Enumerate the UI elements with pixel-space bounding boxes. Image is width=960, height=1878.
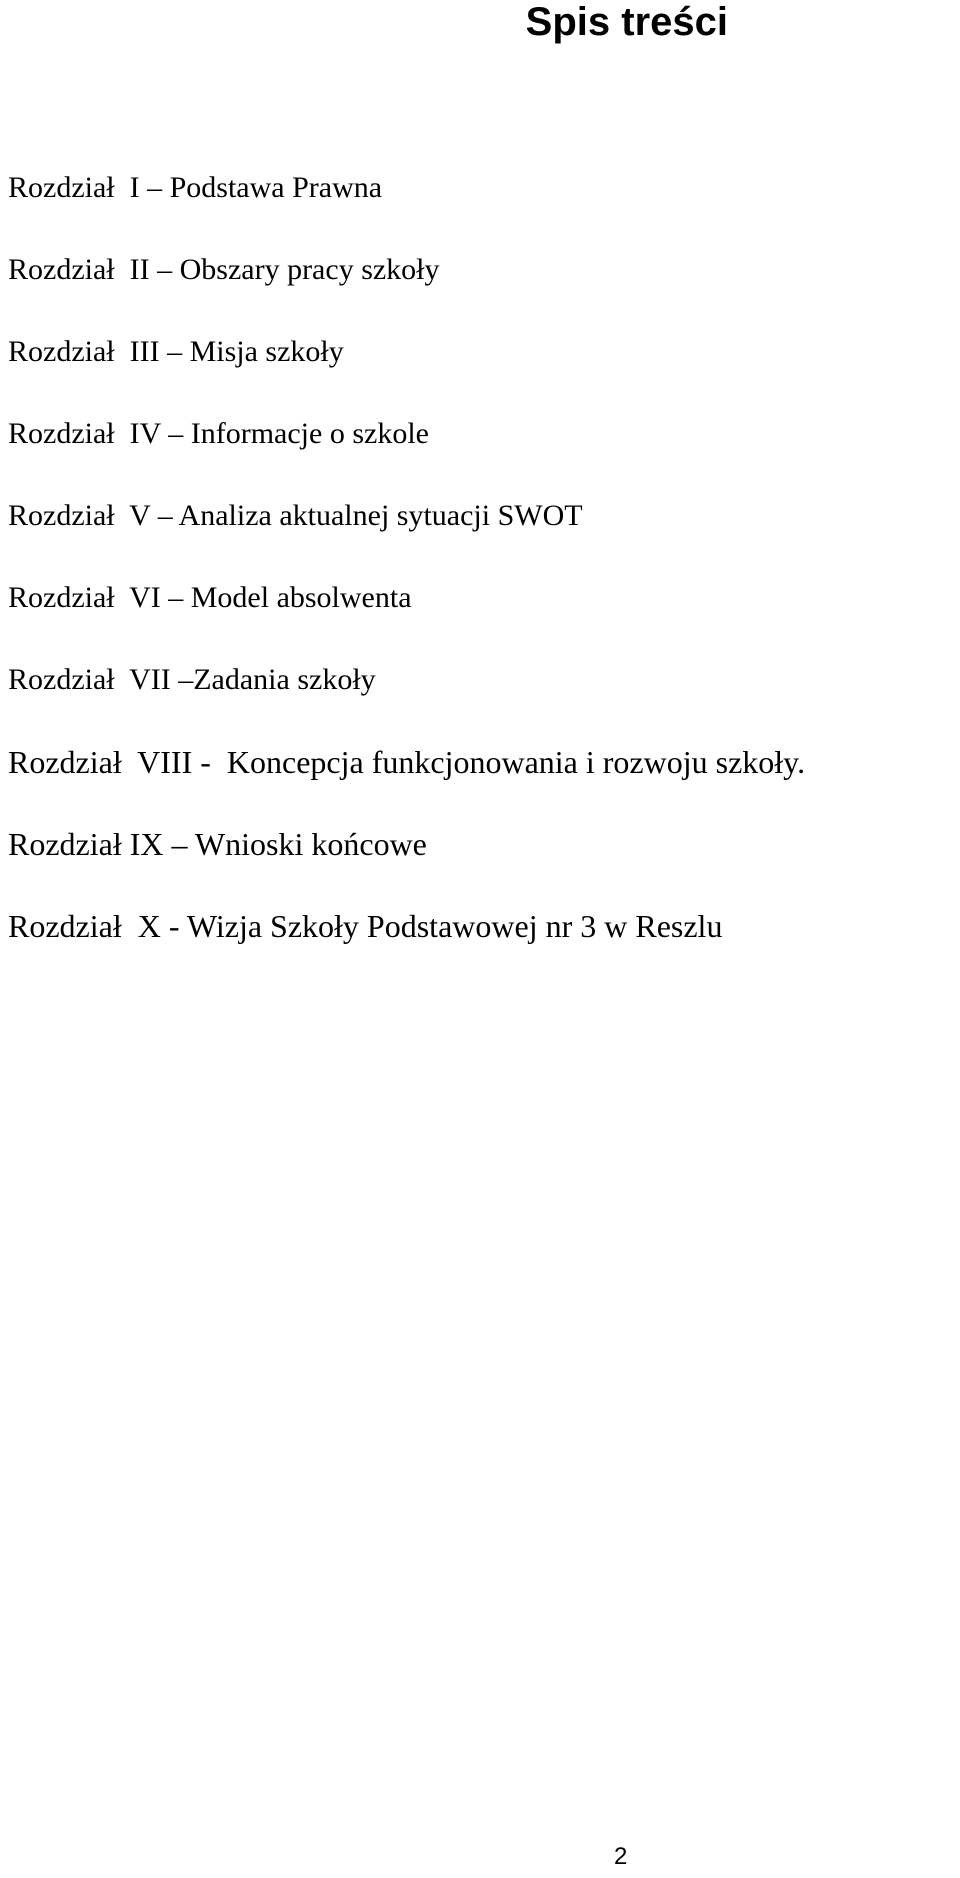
toc-item-chapter-1: Rozdział I – Podstawa Prawna [8,171,383,204]
page-title: Spis treści [525,0,728,44]
toc-item-chapter-10: Rozdział X - Wizja Szkoły Podstawowej nr 3 w Reszlu [8,908,723,944]
toc-item-chapter-9: Rozdział IX – Wnioski końcowe [8,826,427,862]
toc-item-chapter-4: Rozdział IV – Informacje o szkole [8,417,429,450]
toc-item-chapter-8: Rozdział VIII - Koncepcja funkcjonowania i rozwoju szkoły. [8,744,806,780]
toc-item-chapter-7: Rozdział VII –Zadania szkoły [8,663,376,696]
toc-item-chapter-6: Rozdział VI – Model absolwenta [8,581,412,614]
toc-item-chapter-3: Rozdział III – Misja szkoły [8,335,344,368]
toc-item-chapter-5: Rozdział V – Analiza aktualnej sytuacji SWOT [8,499,583,532]
page-number: 2 [614,1843,628,1870]
table-of-contents [8,168,805,988]
toc-item-chapter-2: Rozdział II – Obszary pracy szkoły [8,253,440,286]
